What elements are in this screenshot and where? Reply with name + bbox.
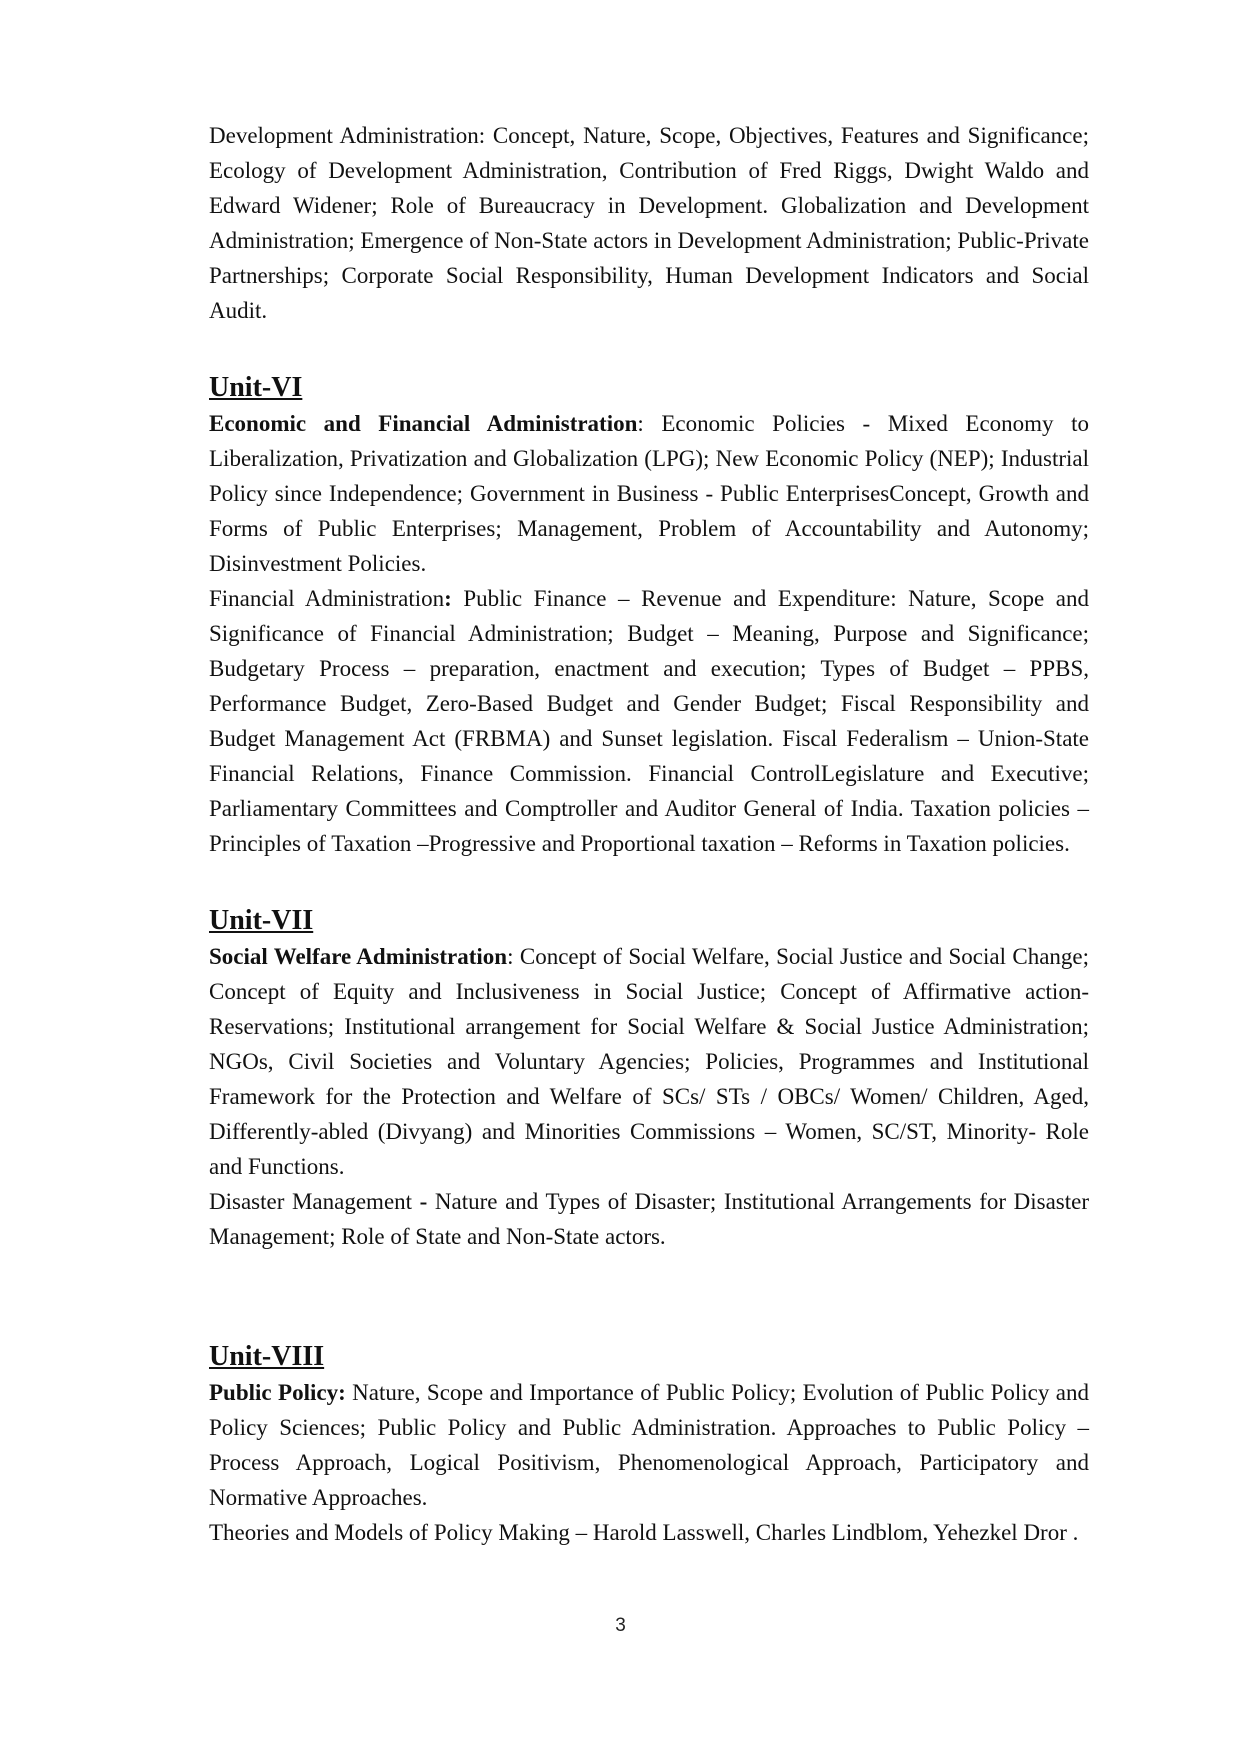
disaster-management-lead: Disaster Management — [209, 1189, 420, 1214]
page-number: 3 — [615, 1615, 626, 1636]
economic-financial-admin-title: Economic and Financial Administration — [209, 411, 638, 436]
unit-vii-disaster-paragraph — [209, 1184, 1089, 1254]
unit-vi-financial-paragraph — [209, 581, 1089, 861]
unit-vii-heading: Unit-VII — [209, 905, 314, 936]
economic-financial-admin-text: : Economic Policies - Mixed Economy to Liberalization, Privatization and Globalization (LPG); New Economic Policy (NEP); Industrial Policy since Independence; Government in Business - Public EnterprisesConcept, Growth and Forms of Public Enterprises; Management, Problem of Accountability and Autonomy; Disinvestment Policies. — [209, 411, 1089, 576]
unit-viii-theories-paragraph: Theories and Models of Policy Making – Harold Lasswell, Charles Lindblom, Yehezkel Dror . — [209, 1520, 1079, 1545]
unit-vi-section — [209, 370, 1089, 861]
unit-viii-heading: Unit-VIII — [209, 1341, 325, 1372]
financial-admin-lead: Financial Administration — [209, 586, 445, 611]
social-welfare-admin-text: : Concept of Social Welfare, Social Justice and Social Change; Concept of Equity and Inclusiveness in Social Justice; Concept of Affirmative action-Reservations; Institutional arrangement for Social Welfare & Social Justice Administration; NGOs, Civil Societies and Voluntary Agencies; Policies, Programmes and Institutional Framework for the Protection and Welfare of SCs/ STs / OBCs/ Women/ Children, Aged, Differently-abled (Divyang) and Minorities Commissions – Women, SC/ST, Minority- Role and Functions. — [209, 944, 1089, 1179]
unit-vi-economic-paragraph — [209, 406, 1089, 581]
social-welfare-admin-title: Social Welfare Administration — [209, 944, 508, 969]
unit-vii-section — [209, 903, 1089, 1254]
public-policy-text: Nature, Scope and Importance of Public Policy; Evolution of Public Policy and Policy Sciences; Public Policy and Public Administration. Approaches to Public Policy – Process Approach, Logical Positivism, Phenomenological Approach, Participatory and Normative Approaches. — [209, 1380, 1089, 1510]
unit-viii-section — [209, 1339, 1089, 1550]
unit-vi-heading: Unit-VI — [209, 372, 303, 403]
public-policy-title: Public Policy: — [209, 1380, 346, 1405]
disaster-management-text: Nature and Types of Disaster; Institutional Arrangements for Disaster Management; Role of State and Non-State actors. — [209, 1189, 1089, 1249]
financial-admin-text: Public Finance – Revenue and Expenditure: Nature, Scope and Significance of Financial Administration; Budget – Meaning, Purpose and Significance; Budgetary Process – preparation, enactment and execution; Types of Budget – PPBS, Performance Budget, Zero-Based Budget and Gender Budget; Fiscal Responsibility and Budget Management Act (FRBMA) and Sunset legislation. Fiscal Federalism – Union-State Financial Relations, Finance Commission. Financial ControlLegislature and Executive; Parliamentary Committees and Comptroller and Auditor General of India. Taxation policies – Principles of Taxation –Progressive and Proportional taxation – Reforms in Taxation policies. — [209, 586, 1089, 856]
unit-vii-social-welfare-paragraph — [209, 939, 1089, 1184]
intro-paragraph: Development Administration: Concept, Nature, Scope, Objectives, Features and Significance; Ecology of Development Administration, Contribution of Fred Riggs, Dwight Waldo and Edward Widener; Role of Bureaucracy in Development. Globalization and Development Administration; Emergence of Non-State actors in Development Administration; Public-Private Partnerships; Corporate Social Responsibility, Human Development Indicators and Social Audit. — [209, 123, 1089, 323]
unit-viii-public-policy-paragraph — [209, 1375, 1089, 1515]
disaster-management-dash: - — [419, 1189, 428, 1214]
financial-admin-colon: : — [444, 586, 452, 611]
document-page — [209, 118, 1089, 1550]
